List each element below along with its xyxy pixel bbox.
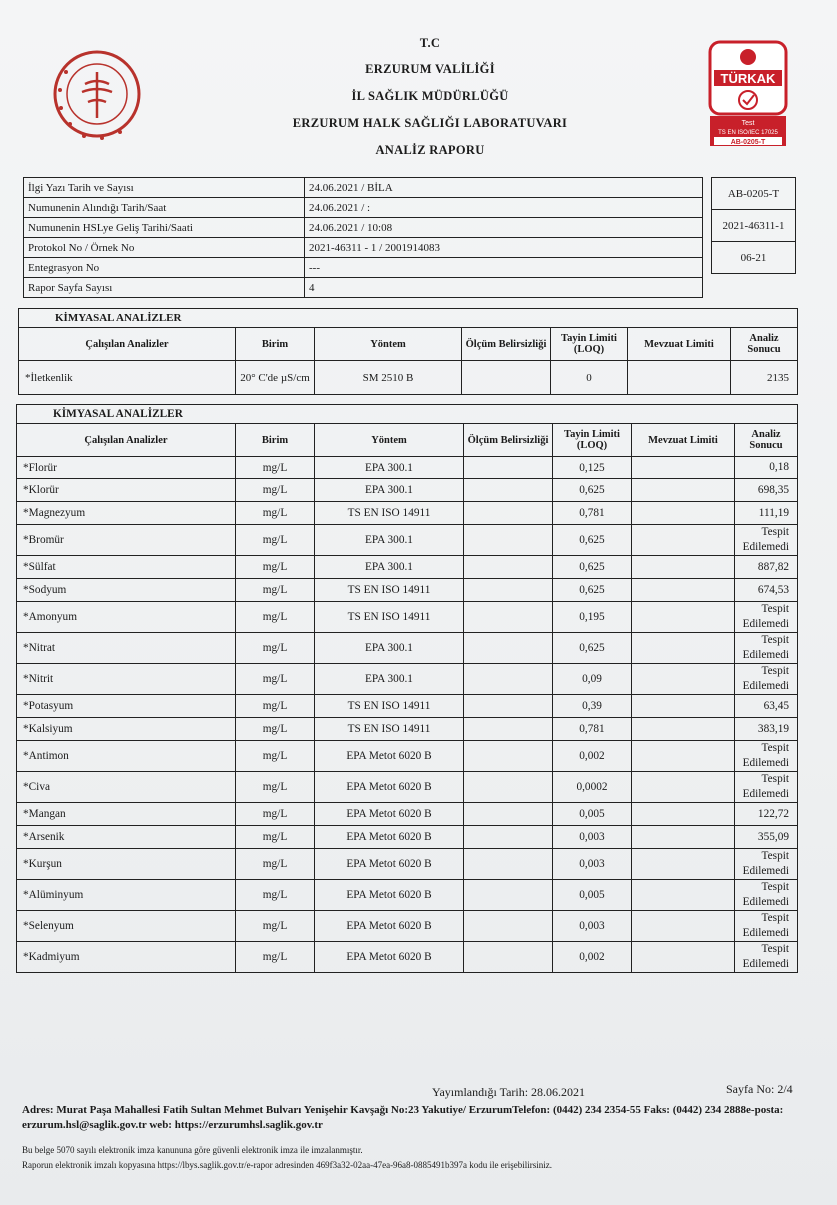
analysis-result: Tespit Edilemedi [735, 525, 798, 556]
col-header-loq: Tayin Limiti (LOQ) [553, 424, 632, 457]
analysis-name: *Mangan [17, 803, 236, 826]
analysis-loq: 0,003 [553, 826, 632, 849]
analysis-method: EPA 300.1 [315, 525, 464, 556]
col-header-unit: Birim [236, 424, 315, 457]
row-method: SM 2510 B [315, 361, 462, 395]
table-row [17, 502, 798, 525]
info-value: 24.06.2021 / : [305, 198, 703, 218]
analysis-regulation [632, 457, 735, 479]
analysis-loq: 0,002 [553, 741, 632, 772]
ministry-seal-logo [52, 44, 142, 144]
analysis-result: Tespit Edilemedi [735, 849, 798, 880]
col-header-result: Analiz Sonucu [731, 328, 798, 361]
analysis-regulation [632, 718, 735, 741]
analysis-uncertainty [464, 826, 553, 849]
analysis-regulation [632, 579, 735, 602]
analysis-unit: mg/L [236, 942, 315, 973]
analysis-uncertainty [464, 880, 553, 911]
col-header-result: Analiz Sonucu [735, 424, 798, 457]
analysis-method: EPA Metot 6020 B [315, 911, 464, 942]
table-row [17, 633, 798, 664]
analysis-uncertainty [464, 579, 553, 602]
header-report-title: ANALİZ RAPORU [375, 143, 485, 157]
analysis-unit: mg/L [236, 772, 315, 803]
analysis-result: 383,19 [735, 718, 798, 741]
header-tc: T.C [419, 36, 441, 50]
analysis-name: *Amonyum [17, 602, 236, 633]
turkak-code: AB-0205-T [730, 139, 766, 146]
analysis-regulation [632, 826, 735, 849]
table-row [17, 849, 798, 880]
info-label: Numunenin Alındığı Tarih/Saat [24, 198, 305, 218]
analysis-unit: mg/L [236, 579, 315, 602]
row-regulation [628, 361, 731, 395]
analysis-name: *Kadmiyum [17, 942, 236, 973]
analysis-name: *Civa [17, 772, 236, 803]
analysis-regulation [632, 772, 735, 803]
analysis-method: EPA Metot 6020 B [315, 880, 464, 911]
analysis-method: EPA Metot 6020 B [315, 849, 464, 880]
info-row [24, 218, 703, 238]
analysis-name: *Selenyum [17, 911, 236, 942]
analysis-name: *Kurşun [17, 849, 236, 880]
analysis-uncertainty [464, 556, 553, 579]
col-header-uncertainty: Ölçüm Belirsizliği [462, 328, 551, 361]
analysis-uncertainty [464, 664, 553, 695]
analysis-loq: 0,781 [553, 718, 632, 741]
analysis-name: *Bromür [17, 525, 236, 556]
col-header-analysis: Çalışılan Analizler [17, 424, 236, 457]
analysis-result: 0,18 [735, 457, 798, 479]
analysis-unit: mg/L [236, 718, 315, 741]
analysis-method: EPA 300.1 [315, 633, 464, 664]
analysis-result: 355,09 [735, 826, 798, 849]
header-mudurluk: İL SAĞLIK MÜDÜRLÜĞÜ [351, 89, 509, 103]
col-header-regulation: Mevzuat Limiti [632, 424, 735, 457]
info-row [24, 178, 703, 198]
analysis-loq: 0,005 [553, 880, 632, 911]
row-result: 2135 [731, 361, 798, 395]
analysis-uncertainty [464, 942, 553, 973]
analysis-uncertainty [464, 772, 553, 803]
analysis-loq: 0,625 [553, 579, 632, 602]
turkak-accreditation-logo [708, 40, 788, 148]
analysis-uncertainty [464, 803, 553, 826]
analysis-uncertainty [464, 502, 553, 525]
info-value: 2021-46311 - 1 / 2001914083 [305, 238, 703, 258]
table-row [17, 718, 798, 741]
analysis-result: Tespit Edilemedi [735, 942, 798, 973]
analysis-unit: mg/L [236, 741, 315, 772]
analysis-loq: 0,625 [553, 479, 632, 502]
analysis-result: 63,45 [735, 695, 798, 718]
chemical-analysis-table [16, 404, 798, 973]
analysis-loq: 0,625 [553, 525, 632, 556]
analysis-method: EPA Metot 6020 B [315, 772, 464, 803]
row-uncertainty [462, 361, 551, 395]
analysis-regulation [632, 803, 735, 826]
col-header-method: Yöntem [315, 328, 462, 361]
analysis-unit: mg/L [236, 664, 315, 695]
analysis-method: EPA Metot 6020 B [315, 803, 464, 826]
col-header-method: Yöntem [315, 424, 464, 457]
analysis-uncertainty [464, 911, 553, 942]
analysis-regulation [632, 741, 735, 772]
analysis-uncertainty [464, 479, 553, 502]
analysis-result: 674,53 [735, 579, 798, 602]
analysis-name: *Arsenik [17, 826, 236, 849]
table-row [17, 579, 798, 602]
analysis-result: Tespit Edilemedi [735, 664, 798, 695]
analysis-loq: 0,09 [553, 664, 632, 695]
analysis-result: Tespit Edilemedi [735, 911, 798, 942]
analysis-uncertainty [464, 718, 553, 741]
analysis-loq: 0,002 [553, 942, 632, 973]
header-valilik: ERZURUM VALİLİĞİ [365, 62, 495, 76]
sample-info-table [23, 177, 703, 298]
analysis-result: 111,19 [735, 502, 798, 525]
side-codes-table [711, 177, 796, 274]
analysis-result: Tespit Edilemedi [735, 633, 798, 664]
info-row [24, 258, 703, 278]
row-unit: 20° C'de µS/cm [236, 361, 315, 395]
table-row [17, 525, 798, 556]
info-label: Rapor Sayfa Sayısı [24, 278, 305, 298]
analysis-result: Tespit Edilemedi [735, 880, 798, 911]
analysis-uncertainty [464, 633, 553, 664]
analysis-name: *Nitrat [17, 633, 236, 664]
analysis-result: 698,35 [735, 479, 798, 502]
analysis-regulation [632, 602, 735, 633]
section-title: KİMYASAL ANALİZLER [17, 405, 798, 424]
analysis-regulation [632, 479, 735, 502]
analysis-name: *Sülfat [17, 556, 236, 579]
analysis-method: TS EN ISO 14911 [315, 718, 464, 741]
analysis-uncertainty [464, 849, 553, 880]
analysis-name: *Antimon [17, 741, 236, 772]
col-header-regulation: Mevzuat Limiti [628, 328, 731, 361]
col-header-uncertainty: Ölçüm Belirsizliği [464, 424, 553, 457]
info-value: 24.06.2021 / 10:08 [305, 218, 703, 238]
table-row [17, 479, 798, 502]
analysis-name: *Potasyum [17, 695, 236, 718]
analysis-name: *Klorür [17, 479, 236, 502]
info-label: Protokol No / Örnek No [24, 238, 305, 258]
analysis-unit: mg/L [236, 633, 315, 664]
info-value: 24.06.2021 / BİLA [305, 178, 703, 198]
info-value: 4 [305, 278, 703, 298]
table-row [17, 803, 798, 826]
analysis-unit: mg/L [236, 849, 315, 880]
col-header-analysis: Çalışılan Analizler [19, 328, 236, 361]
table-row [17, 457, 798, 479]
analysis-result: Tespit Edilemedi [735, 602, 798, 633]
e-signature-note: Bu belge 5070 sayılı elektronik imza kanununa göre güvenli elektronik imza ile imzalanmıştır. [22, 1145, 363, 1155]
analysis-loq: 0,003 [553, 849, 632, 880]
analysis-name: *Kalsiyum [17, 718, 236, 741]
page-number: Sayfa No: 2/4 [726, 1082, 793, 1096]
publish-date: Yayımlandığı Tarih: 28.06.2021 [432, 1085, 586, 1099]
analysis-loq: 0,005 [553, 803, 632, 826]
analysis-uncertainty [464, 457, 553, 479]
analysis-uncertainty [464, 602, 553, 633]
row-loq: 0 [551, 361, 628, 395]
analysis-regulation [632, 911, 735, 942]
table-row [17, 556, 798, 579]
section-title: KİMYASAL ANALİZLER [19, 309, 798, 328]
table-row [17, 942, 798, 973]
analysis-name: *Nitrit [17, 664, 236, 695]
analysis-regulation [632, 695, 735, 718]
analysis-loq: 0,195 [553, 602, 632, 633]
analysis-method: EPA Metot 6020 B [315, 826, 464, 849]
analysis-regulation [632, 633, 735, 664]
analysis-loq: 0,003 [553, 911, 632, 942]
conductivity-table [18, 308, 798, 395]
analysis-regulation [632, 664, 735, 695]
analysis-regulation [632, 942, 735, 973]
analysis-regulation [632, 525, 735, 556]
info-row [24, 198, 703, 218]
turkak-sub2: TS EN ISO/IEC 17025 [718, 130, 778, 136]
analysis-unit: mg/L [236, 525, 315, 556]
analysis-method: EPA Metot 6020 B [315, 741, 464, 772]
table-row [17, 664, 798, 695]
analysis-result: Tespit Edilemedi [735, 772, 798, 803]
analysis-regulation [632, 556, 735, 579]
analysis-method: EPA 300.1 [315, 556, 464, 579]
info-label: İlgi Yazı Tarih ve Sayısı [24, 178, 305, 198]
row-name: *İletkenlik [19, 361, 236, 395]
info-row [24, 238, 703, 258]
info-row [24, 278, 703, 298]
analysis-name: *Alüminyum [17, 880, 236, 911]
analysis-unit: mg/L [236, 826, 315, 849]
analysis-loq: 0,0002 [553, 772, 632, 803]
side-code-protocol: 2021-46311-1 [712, 210, 796, 242]
analysis-uncertainty [464, 695, 553, 718]
turkak-name: TÜRKAK [720, 71, 776, 86]
table-row [17, 602, 798, 633]
turkak-sub1: Test [741, 120, 755, 127]
analysis-method: EPA Metot 6020 B [315, 942, 464, 973]
analysis-method: EPA 300.1 [315, 479, 464, 502]
analysis-method: TS EN ISO 14911 [315, 695, 464, 718]
analysis-result: Tespit Edilemedi [735, 741, 798, 772]
analysis-name: *Florür [17, 457, 236, 479]
analysis-regulation [632, 502, 735, 525]
analysis-result: 887,82 [735, 556, 798, 579]
table-row [17, 880, 798, 911]
side-code-accreditation: AB-0205-T [712, 178, 796, 210]
analysis-method: TS EN ISO 14911 [315, 602, 464, 633]
col-header-unit: Birim [236, 328, 315, 361]
table-row [17, 911, 798, 942]
analysis-regulation [632, 880, 735, 911]
table-row [17, 826, 798, 849]
analysis-name: *Sodyum [17, 579, 236, 602]
analysis-loq: 0,625 [553, 556, 632, 579]
address-line: Adres: Murat Paşa Mahallesi Fatih Sultan Mehmet Bulvarı Yenişehir Kavşağı No:23 Yakutiye/ ErzurumTelefon: (0442) 234 2354-55 Faks: (0442) 234 2888e-posta: erzurum.hsl@saglik.gov.tr web: https://erzurumhsl.saglik.gov.tr [22, 1104, 784, 1131]
analysis-method: TS EN ISO 14911 [315, 502, 464, 525]
analysis-unit: mg/L [236, 502, 315, 525]
analysis-regulation [632, 849, 735, 880]
table-row [17, 772, 798, 803]
analysis-loq: 0,781 [553, 502, 632, 525]
analysis-unit: mg/L [236, 695, 315, 718]
info-label: Numunenin HSLye Geliş Tarihi/Saati [24, 218, 305, 238]
analysis-unit: mg/L [236, 602, 315, 633]
analysis-unit: mg/L [236, 880, 315, 911]
side-code-date: 06-21 [712, 242, 796, 274]
analysis-loq: 0,125 [553, 457, 632, 479]
header-laboratuvar: ERZURUM HALK SAĞLIĞI LABORATUVARI [292, 116, 568, 130]
table-row [17, 695, 798, 718]
analysis-loq: 0,625 [553, 633, 632, 664]
analysis-uncertainty [464, 741, 553, 772]
analysis-method: EPA 300.1 [315, 664, 464, 695]
analysis-method: EPA 300.1 [315, 457, 464, 479]
info-value: --- [305, 258, 703, 278]
e-report-link-note: Raporun elektronik imzalı kopyasına https://lbys.saglik.gov.tr/e-rapor adresinden 469f3a32-02aa-47ea-96a8-0885491b397a kodu ile erişebilirsiniz. [22, 1160, 553, 1170]
analysis-unit: mg/L [236, 479, 315, 502]
table-row [17, 741, 798, 772]
analysis-unit: mg/L [236, 803, 315, 826]
analysis-method: TS EN ISO 14911 [315, 579, 464, 602]
analysis-unit: mg/L [236, 911, 315, 942]
analysis-unit: mg/L [236, 457, 315, 479]
analysis-result: 122,72 [735, 803, 798, 826]
analysis-name: *Magnezyum [17, 502, 236, 525]
analysis-uncertainty [464, 525, 553, 556]
info-label: Entegrasyon No [24, 258, 305, 278]
analysis-unit: mg/L [236, 556, 315, 579]
col-header-loq: Tayin Limiti (LOQ) [551, 328, 628, 361]
analysis-loq: 0,39 [553, 695, 632, 718]
